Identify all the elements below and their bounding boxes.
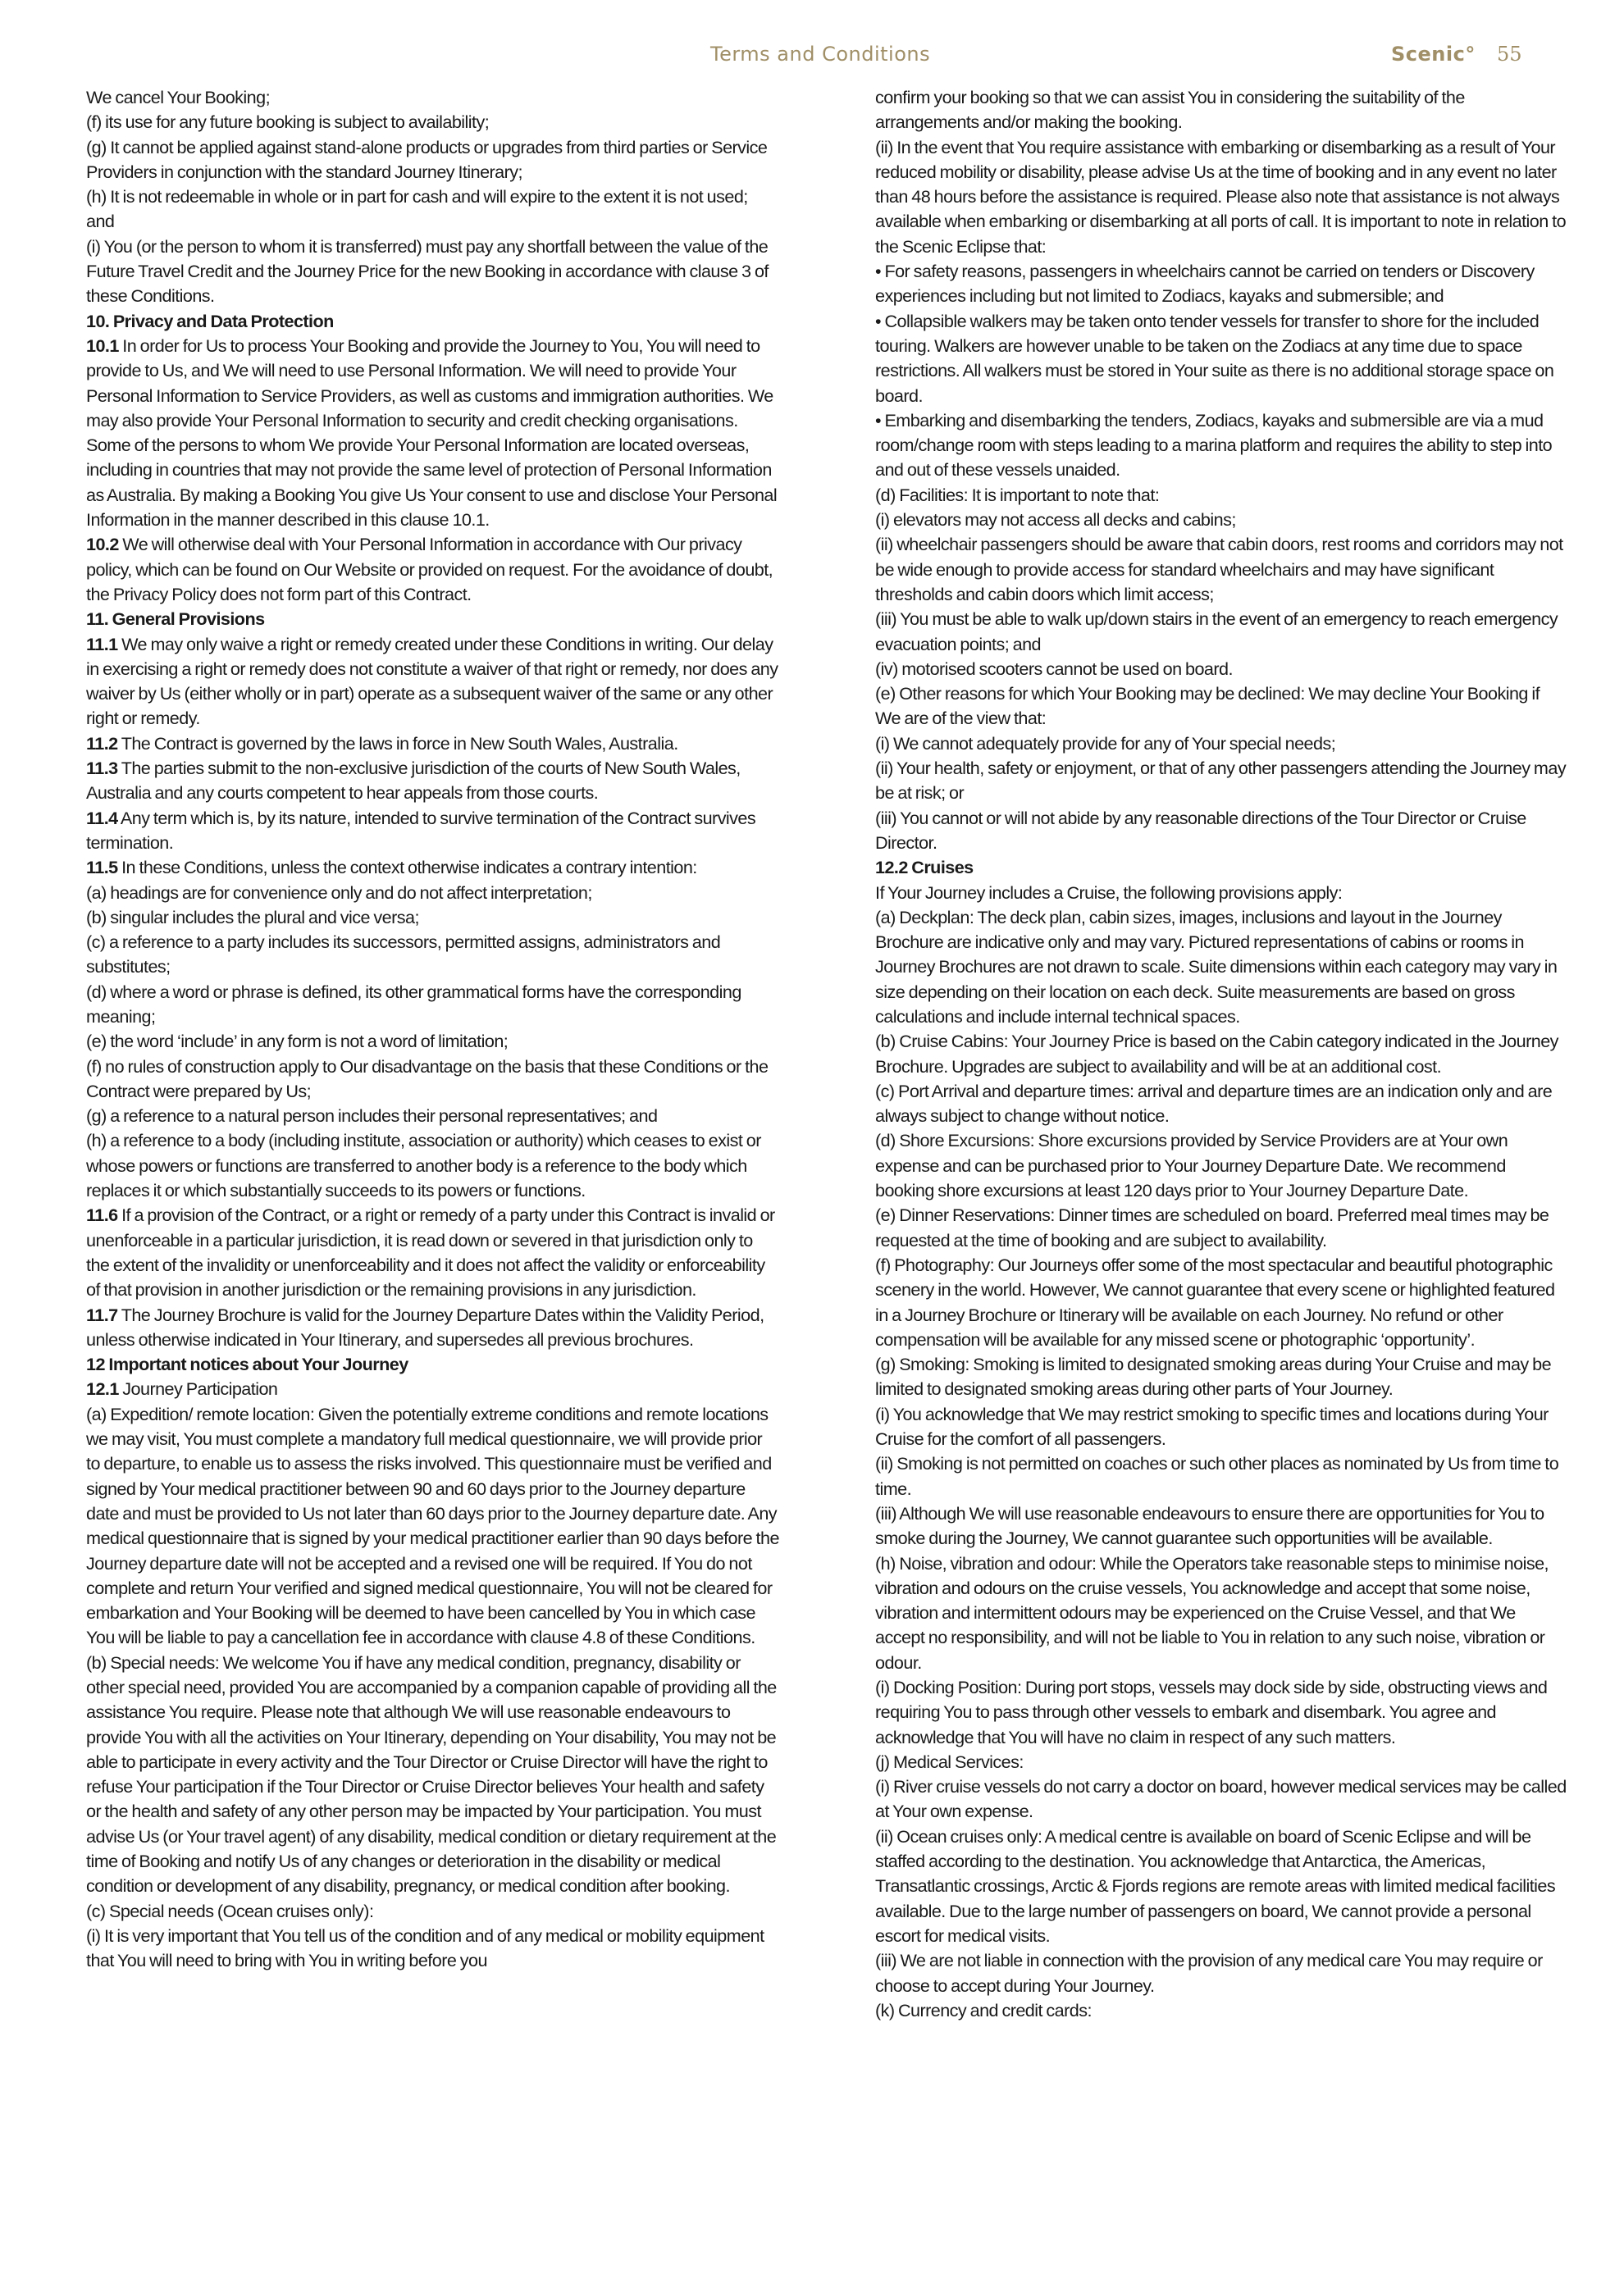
section-heading: 11. General Provisions [86, 608, 265, 630]
clause-paragraph [86, 1303, 779, 1353]
body-paragraph: (h) It is not redeemable in whole or in part for cash and will expire to the extent it is not used; and [86, 186, 748, 232]
left-text-column [86, 85, 779, 1974]
body-paragraph: (c) Special needs (Ocean cruises only): [86, 1900, 374, 1921]
clause-paragraph [86, 806, 779, 856]
body-paragraph: (ii) Your health, safety or enjoyment, or that of any other passengers attending the Journey may be at risk; or [875, 758, 1567, 804]
clause-number: 11.2 [86, 732, 118, 754]
clause-paragraph [86, 334, 779, 532]
body-paragraph: (b) singular includes the plural and vice versa; [86, 906, 419, 927]
clause-text: In these Conditions, unless the context otherwise indicates a contrary intention: [121, 857, 697, 878]
body-paragraph: confirm your booking so that we can assist You in considering the suitability of the arrangements and/or making the booking. [875, 87, 1465, 133]
body-paragraph: (ii) wheelchair passengers should be aware that cabin doors, rest rooms and corridors may not be wide enough to provide access for standard wheelchairs and may have significant thresholds and cabin doors which limit access; [875, 534, 1563, 604]
clause-number: 10.2 [86, 534, 119, 555]
body-paragraph: (c) a reference to a party includes its successors, permitted assigns, administrators and substitutes; [86, 932, 721, 977]
clause-paragraph [86, 1377, 779, 1401]
body-paragraph: (g) Smoking: Smoking is limited to designated smoking areas during Your Cruise and may be limited to designated smoking areas during other parts of Your Journey. [875, 1354, 1552, 1400]
body-paragraph: (d) where a word or phrase is defined, its other grammatical forms have the corresponding meaning; [86, 981, 741, 1027]
body-paragraph: (iii) Although We will use reasonable endeavours to ensure there are opportunities for You to smoke during the Journey, We cannot guarantee such opportunities will be available. [875, 1502, 1544, 1549]
clause-paragraph [86, 632, 779, 731]
clause-text: Any term which is, by its nature, intended to survive termination of the Contract survives termination. [86, 807, 756, 853]
clause-text: The Contract is governed by the laws in force in New South Wales, Australia. [121, 732, 678, 754]
body-paragraph: (iv) motorised scooters cannot be used on board. [875, 658, 1233, 679]
clause-number: 11.4 [86, 807, 118, 828]
clause-paragraph [86, 532, 779, 607]
body-paragraph: (a) headings are for convenience only and do not affect interpretation; [86, 882, 592, 903]
body-paragraph: (d) Shore Excursions: Shore excursions provided by Service Providers are at Your own expense and can be purchased prior to Your Journey Departure Date. We recommend booking shore excursions at least 120 days prior to Your Journey Departure Date. [875, 1130, 1508, 1201]
page-number: 55 [1497, 43, 1522, 66]
body-paragraph: (b) Cruise Cabins: Your Journey Price is based on the Cabin category indicated in the Journey Brochure. Upgrades are subject to availability and will be at an additional cost. [875, 1031, 1558, 1077]
body-paragraph: (h) a reference to a body (including institute, association or authority) which ceases to exist or whose powers or functions are transferred to another body is a reference to the body which replaces it or which substantially succeeds to its powers or functions. [86, 1130, 761, 1201]
clause-text: The Journey Brochure is valid for the Journey Departure Dates within the Validity Period, unless otherwise indicated in Your Itinerary, and supersedes all previous brochures. [86, 1304, 764, 1350]
body-paragraph: (ii) Smoking is not permitted on coaches or such other places as nominated by Us from time to time. [875, 1453, 1559, 1499]
clause-paragraph [86, 756, 779, 806]
body-paragraph: (f) Photography: Our Journeys offer some of the most spectacular and beautiful photographic scenery in the world. However, We cannot guarantee that every scene or highlighted featured in a Journey Brochure or Itinerary will be available on each Journey. No refund or other compensation will be available for any missed scene or photographic ‘opportunity’. [875, 1254, 1555, 1350]
body-paragraph: (e) the word ‘include’ in any form is not a word of limitation; [86, 1031, 509, 1052]
clause-paragraph [86, 731, 779, 756]
clause-number: 10.1 [86, 335, 119, 356]
clause-number: 12.1 [86, 1378, 119, 1400]
body-paragraph: (a) Expedition/ remote location: Given the potentially extreme conditions and remote locations we may visit, You must complete a mandatory full medical questionnaire, we will provide prior to departure, to enable us to assess the risks involved. This questionnaire must be verified and signed by Your medical practitioner between 90 and 60 days prior to the Journey departure date and must be provided to Us not later than 60 days prior to the Journey departure date. Any medical questionnaire that is signed by your medical practitioner earlier than 90 days before the Journey departure date will not be accepted and a revised one will be required. If You do not complete and return Your verified and signed medical questionnaire, You will not be cleared for embarkation and Your Booking will be deemed to have been cancelled by You in which case You will be liable to pay a cancellation fee in accordance with clause 4.8 of these Conditions. [86, 1403, 779, 1648]
body-paragraph: • Collapsible walkers may be taken onto tender vessels for transfer to shore for the included touring. Walkers are however unable to be taken on the Zodiacs at any time due to space restrictions. All walkers must be stored in Your suite as there is no additional storage space on board. [875, 310, 1554, 406]
body-paragraph: (h) Noise, vibration and odour: While the Operators take reasonable steps to minimise noise, vibration and odours on the cruise vessels, You acknowledge and accept that some noise, vibration and intermittent odours may be experienced on the Cruise Vessel, and that We accept no responsibility, and will not be liable to You in relation to any such noise, vibration or odour. [875, 1552, 1549, 1673]
body-paragraph: If Your Journey includes a Cruise, the following provisions apply: [875, 882, 1343, 903]
body-paragraph: (i) You (or the person to whom it is transferred) must pay any shortfall between the value of the Future Travel Credit and the Journey Price for the new Booking in accordance with clause 3 of these Conditions. [86, 235, 769, 307]
section-heading: 12 Important notices about Your Journey [86, 1354, 408, 1375]
clause-text: We may only waive a right or remedy created under these Conditions in writing. Our delay in exercising a right or remedy does not constitute a waiver of that right or remedy, nor does any waiver by Us (either wholly or in part) operate as a subsequent waiver of the same or any other right or remedy. [86, 633, 778, 729]
body-paragraph: (i) River cruise vessels do not carry a doctor on board, however medical services may be called at Your own expense. [875, 1776, 1567, 1822]
clause-text: The parties submit to the non-exclusive jurisdiction of the courts of New South Wales, Australia and any courts competent to hear appeals from those courts. [86, 758, 741, 804]
clause-text: In order for Us to process Your Booking and provide the Journey to You, You will need to provide to Us, and We will need to use Personal Information. We will need to provide Your Personal Information to Service Providers, as well as customs and immigration authorities. We may also provide Your Personal Information to security and credit checking organisations. Some of the persons to whom We provide Your Personal Information are located overseas, including in countries that may not provide the same level of protection of Personal Information as Australia. By making a Booking You give Us Your consent to use and disclose Your Personal Information in the manner described in this clause 10.1. [86, 335, 778, 531]
body-paragraph: We cancel Your Booking; [86, 87, 271, 107]
clause-text: We will otherwise deal with Your Personal Information in accordance with Our privacy policy, which can be found on Our Website or provided on request. For the avoidance of doubt, the Privacy Policy does not form part of this Contract. [86, 534, 773, 604]
right-text-column [875, 85, 1568, 2023]
clause-number: 11.6 [86, 1205, 118, 1226]
body-paragraph: (g) It cannot be applied against stand-alone products or upgrades from third parties or Service Providers in conjunction with the standard Journey Itinerary; [86, 136, 768, 182]
body-paragraph: (i) elevators may not access all decks and cabins; [875, 509, 1236, 531]
clause-paragraph [86, 1203, 779, 1302]
body-paragraph: (iii) You cannot or will not abide by any reasonable directions of the Tour Director or Cruise Director. [875, 807, 1526, 853]
body-paragraph: (g) a reference to a natural person includes their personal representatives; and [86, 1105, 658, 1127]
section-heading: 12.2 Cruises [875, 857, 974, 878]
clause-number: 11.7 [86, 1304, 118, 1325]
clause-number: 11.3 [86, 758, 118, 779]
body-paragraph: (c) Port Arrival and departure times: arrival and departure times are an indication only and are always subject to change without notice. [875, 1080, 1553, 1127]
body-paragraph: (f) its use for any future booking is subject to availability; [86, 112, 490, 133]
body-paragraph: (d) Facilities: It is important to note that: [875, 484, 1160, 505]
section-heading: 10. Privacy and Data Protection [86, 310, 334, 331]
body-paragraph: (f) no rules of construction apply to Our disadvantage on the basis that these Conditions or the Contract were prepared by Us; [86, 1055, 769, 1101]
body-paragraph: (b) Special needs: We welcome You if have any medical condition, pregnancy, disability or other special need, provided You are accompanied by a companion capable of providing all the assistance You require. Please note that although We will use reasonable endeavours to provide You with all the activities on Your Itinerary, depending on Your disability, You may not be able to participate in every activity and the Tour Director or Cruise Director will have the right to refuse Your participation if the Tour Director or Cruise Director believes Your health and safety or the health and safety of any other person may be impacted by Your participation. You must advise Us (or Your travel agent) of any disability, medical condition or dietary requirement at the time of Booking and notify Us of any changes or deterioration in the disability or medical condition or development of any disability, pregnancy, or medical condition after booking. [86, 1651, 777, 1897]
clause-number: 11.5 [86, 857, 118, 878]
clause-text: If a provision of the Contract, or a right or remedy of a party under this Contract is invalid or unenforceable in a particular jurisdiction, it is read down or severed in that jurisdiction only to the extent of the invalidity or unenforceability and it does not affect the validity or enforceability of that provision in another jurisdiction or the remaining provisions in any jurisdiction. [86, 1205, 775, 1301]
body-paragraph: (k) Currency and credit cards: [875, 1999, 1092, 2020]
body-paragraph: (i) Docking Position: During port stops, vessels may dock side by side, obstructing views and requiring You to pass through other vessels to embark and disembark. You agree and acknowledge that You will have no claim in respect of any such matters. [875, 1677, 1548, 1747]
clause-number: 11.1 [86, 633, 118, 654]
clause-text: Journey Participation [122, 1378, 278, 1400]
section-title: Terms and Conditions [710, 43, 931, 66]
body-paragraph: (i) It is very important that You tell us of the condition and of any medical or mobility equipment that You will need to bring with You in writing before you [86, 1925, 764, 1971]
body-paragraph: (e) Other reasons for which Your Booking may be declined: We may decline Your Booking if We are of the view that: [875, 683, 1540, 729]
body-paragraph: (ii) Ocean cruises only: A medical centre is available on board of Scenic Eclipse and will be staffed according to the destination. You acknowledge that Antarctica, the Americas, Transatlantic crossings, Arctic & Fjords regions are remote areas with limited medical facilities available. Due to the large number of passengers on board, We cannot provide a personal escort for medical visits. [875, 1825, 1556, 1946]
body-paragraph: (iii) We are not liable in connection with the provision of any medical care You may require or choose to accept during Your Journey. [875, 1950, 1543, 1996]
body-paragraph: (e) Dinner Reservations: Dinner times are scheduled on board. Preferred meal times may be requested at the time of booking and are subject to availability. [875, 1205, 1549, 1250]
body-paragraph: (i) You acknowledge that We may restrict smoking to specific times and locations during Your Cruise for the comfort of all passengers. [875, 1403, 1549, 1450]
clause-paragraph [86, 855, 779, 880]
body-paragraph: (i) We cannot adequately provide for any of Your special needs; [875, 732, 1336, 754]
body-paragraph: (a) Deckplan: The deck plan, cabin sizes, images, inclusions and layout in the Journey Brochure are indicative only and may vary. Pictured representations of cabins or rooms in Journey Brochures are not drawn to scale. Suite dimensions within each category may vary in size depending on their location on each deck. Suite measurements are based on gross calculations and include internal technical spaces. [875, 906, 1558, 1027]
page-header [0, 41, 1624, 74]
body-paragraph: • Embarking and disembarking the tenders, Zodiacs, kayaks and submersible are via a mud room/change room with steps leading to a marina platform and requires the ability to step into and out of these vessels unaided. [875, 409, 1553, 481]
body-paragraph: (iii) You must be able to walk up/down stairs in the event of an emergency to reach emergency evacuation points; and [875, 608, 1558, 654]
body-paragraph: • For safety reasons, passengers in wheelchairs cannot be carried on tenders or Discovery experiences including but not limited to Zodiacs, kayaks and submersible; and [875, 261, 1535, 307]
brand-logo: Scenic° [1391, 43, 1476, 66]
body-paragraph: (j) Medical Services: [875, 1751, 1024, 1772]
body-paragraph: (ii) In the event that You require assistance with embarking or disembarking as a result of Your reduced mobility or disability, please advise Us at the time of booking and in any event no later than 48 hours before the assistance is required. Please also note that assistance is not always available when embarking or disembarking at all ports of call. It is important to note in relation to the Scenic Eclipse that: [875, 136, 1567, 257]
